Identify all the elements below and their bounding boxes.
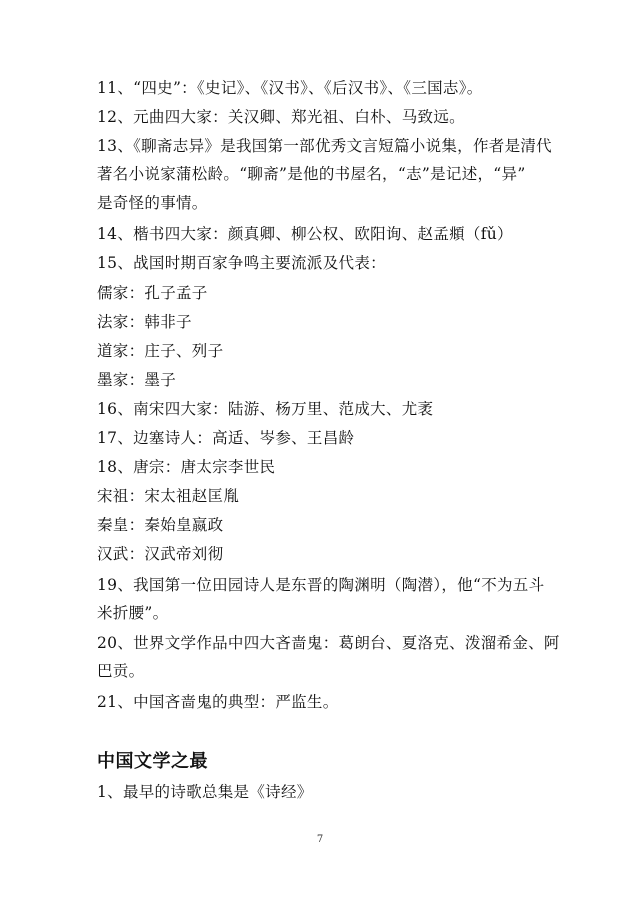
- page-number: 7: [316, 834, 324, 845]
- text-line: 巴贡。: [97, 662, 145, 680]
- text-line: 18、唐宗：唐太宗李世民: [97, 458, 276, 476]
- text-line: 17、边塞诗人：高适、岑参、王昌龄: [97, 429, 355, 447]
- text-line: 宋祖：宋太祖赵匡胤: [97, 487, 240, 505]
- text-line: 15、战国时期百家争鸣主要流派及代表：: [97, 254, 386, 272]
- text-line: 19、我国第一位田园诗人是东晋的陶渊明（陶潜），他“不为五斗: [97, 576, 545, 594]
- text-line: 道家：庄子、列子: [97, 342, 224, 360]
- text-line: 秦皇：秦始皇嬴政: [97, 516, 224, 534]
- text-line: 米折腰”。: [97, 604, 169, 622]
- section-heading: 中国文学之最: [97, 751, 208, 772]
- text-line: 著名小说家蒲松龄。“聊斋”是他的书屋名，“志”是记述，“异”: [97, 165, 526, 183]
- text-line: 14、楷书四大家：颜真卿、柳公权、欧阳询、赵孟頫（fǔ）: [97, 225, 513, 243]
- text-line: 1、最早的诗歌总集是《诗经》: [97, 783, 313, 801]
- text-line: 16、南宋四大家：陆游、杨万里、范成大、尤袤: [97, 400, 434, 418]
- text-line: 12、元曲四大家：关汉卿、郑光祖、白朴、马致远。: [97, 108, 465, 126]
- text-line: 儒家：孔子孟子: [97, 284, 208, 302]
- text-line: 21、中国吝啬鬼的典型：严监生。: [97, 693, 339, 711]
- text-line: 11、“四史”：《史记》、《汉书》、《后汉书》、《三国志》。: [97, 79, 483, 97]
- text-line: 13、《聊斋志异》是我国第一部优秀文言短篇小说集，作者是清代: [97, 137, 552, 155]
- text-line: 法家：韩非子: [97, 313, 192, 331]
- text-line: 汉武：汉武帝刘彻: [97, 545, 224, 563]
- text-line: 是奇怪的事情。: [97, 194, 208, 212]
- text-line: 20、世界文学作品中四大吝啬鬼：葛朗台、夏洛克、泼溜希金、阿: [97, 634, 560, 652]
- text-line: 墨家：墨子: [97, 371, 177, 389]
